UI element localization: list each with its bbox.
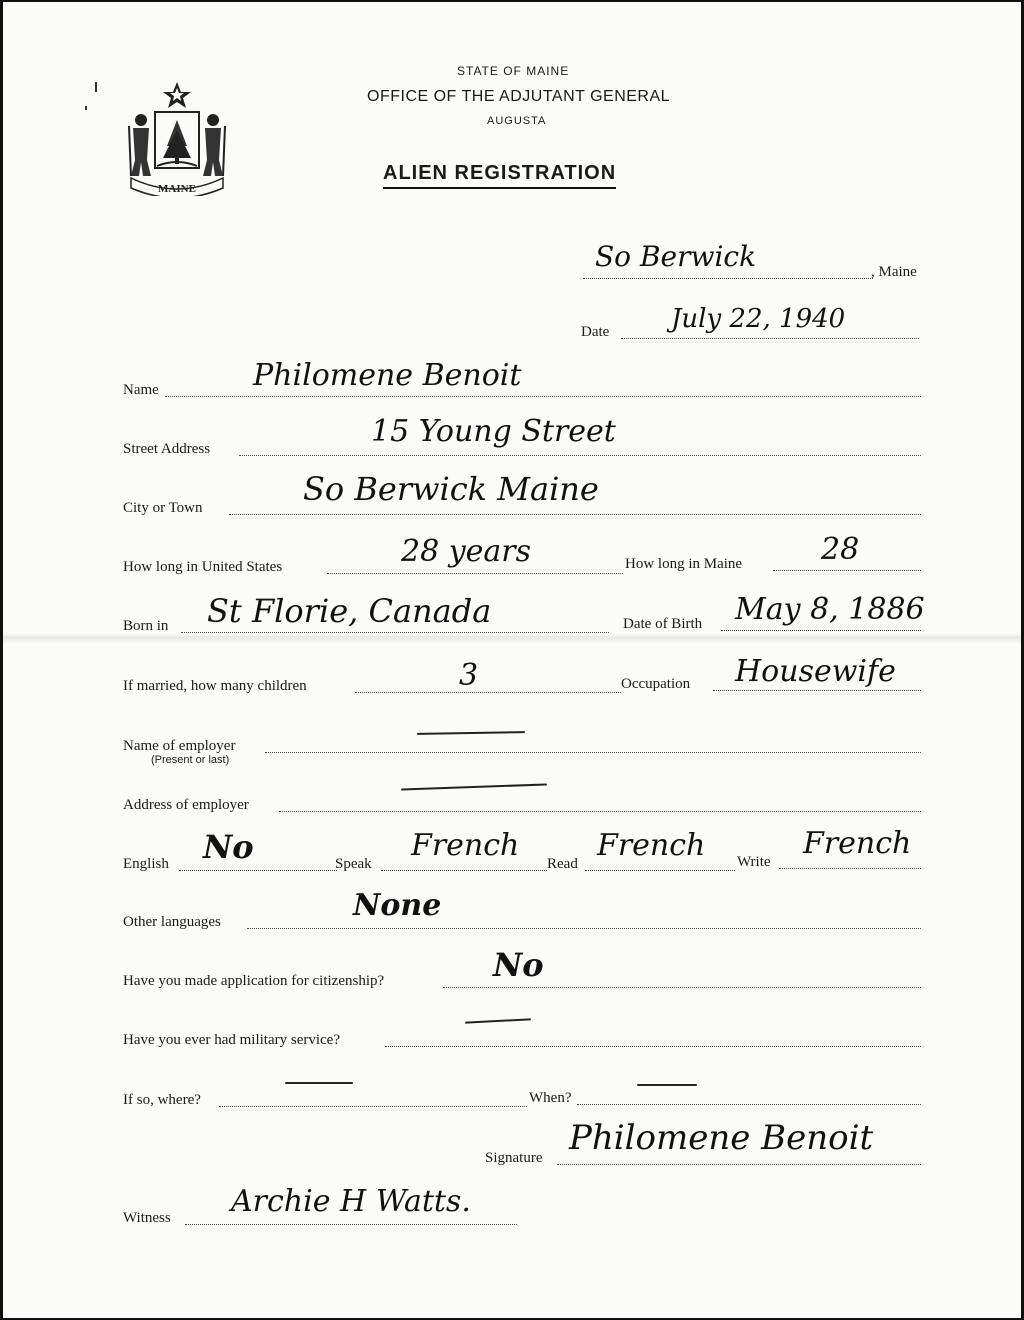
header-office: OFFICE OF THE ADJUTANT GENERAL [367, 88, 671, 105]
speak-value: French [411, 828, 520, 863]
born-in-value: St Florie, Canada [207, 592, 492, 630]
form-title: ALIEN REGISTRATION [383, 162, 616, 189]
where-dash [285, 1082, 353, 1084]
name-value: Philomene Benoit [253, 358, 522, 393]
employer-sub-label: (Present or last) [151, 754, 230, 766]
header-state: STATE OF MAINE [457, 64, 570, 78]
margin-mark [95, 82, 97, 92]
employer-address-line [279, 811, 921, 812]
english-label: English [123, 856, 169, 872]
town-value: So Berwick [595, 240, 757, 273]
seal-text: MAINE [158, 183, 196, 195]
signature-label: Signature [485, 1150, 543, 1166]
how-long-us-line [327, 573, 623, 574]
military-line [385, 1046, 921, 1047]
date-line [621, 338, 919, 339]
how-long-us-label: How long in United States [123, 559, 283, 575]
english-line [179, 870, 337, 871]
other-languages-value: None [353, 888, 442, 923]
signature-line [557, 1164, 921, 1165]
date-value: July 22, 1940 [671, 304, 846, 334]
witness-line [185, 1224, 517, 1225]
write-label: Write [737, 854, 771, 870]
born-in-label: Born in [123, 618, 169, 634]
street-label: Street Address [123, 441, 211, 457]
english-value: No [203, 828, 254, 866]
employer-address-label: Address of employer [123, 797, 249, 813]
city-label: City or Town [123, 500, 203, 516]
occupation-value: Housewife [735, 654, 896, 689]
witness-label: Witness [123, 1210, 171, 1226]
town-line [583, 278, 873, 279]
children-value: 3 [459, 658, 479, 693]
header-city: AUGUSTA [487, 115, 547, 127]
other-languages-line [247, 928, 921, 929]
how-long-maine-line [773, 570, 921, 571]
street-line [239, 455, 921, 456]
military-dash [465, 1018, 531, 1023]
read-label: Read [547, 856, 578, 872]
date-label: Date [581, 324, 610, 340]
state-seal-icon [123, 80, 231, 196]
dob-value: May 8, 1886 [735, 592, 925, 627]
signature-value: Philomene Benoit [569, 1118, 874, 1158]
street-value: 15 Young Street [371, 414, 616, 449]
children-line [355, 692, 621, 693]
citizenship-line [443, 987, 921, 988]
when-dash [637, 1084, 697, 1086]
how-long-us-value: 28 years [401, 534, 532, 569]
dob-line [721, 630, 921, 631]
born-in-line [181, 632, 609, 633]
employer-name-line [265, 752, 921, 753]
maine-label: , Maine [871, 264, 917, 280]
when-line [577, 1104, 921, 1105]
children-label: If married, how many children [123, 678, 307, 694]
speak-line [381, 870, 547, 871]
where-line [219, 1106, 527, 1107]
occupation-line [713, 690, 921, 691]
margin-mark [85, 106, 87, 110]
employer-name-label: Name of employer [123, 738, 236, 754]
military-label: Have you ever had military service? [123, 1032, 340, 1048]
read-value: French [597, 828, 706, 863]
other-languages-label: Other languages [123, 914, 221, 930]
witness-value: Archie H Watts. [231, 1184, 471, 1219]
how-long-maine-label: How long in Maine [625, 556, 743, 572]
when-label: When? [529, 1090, 572, 1106]
write-value: French [803, 826, 912, 861]
city-line [229, 514, 921, 515]
how-long-maine-value: 28 [821, 532, 860, 567]
name-label: Name [123, 382, 159, 398]
dob-label: Date of Birth [623, 616, 703, 632]
citizenship-label: Have you made application for citizenship? [123, 973, 385, 989]
citizenship-value: No [493, 946, 544, 984]
write-line [779, 868, 921, 869]
employer-name-dash [417, 731, 525, 735]
where-label: If so, where? [123, 1092, 201, 1108]
name-line [165, 396, 921, 397]
read-line [585, 870, 735, 871]
occupation-label: Occupation [621, 676, 691, 692]
city-value: So Berwick Maine [303, 470, 599, 508]
employer-address-dash [401, 783, 547, 790]
fold-crease [3, 634, 1021, 644]
speak-label: Speak [335, 856, 372, 872]
